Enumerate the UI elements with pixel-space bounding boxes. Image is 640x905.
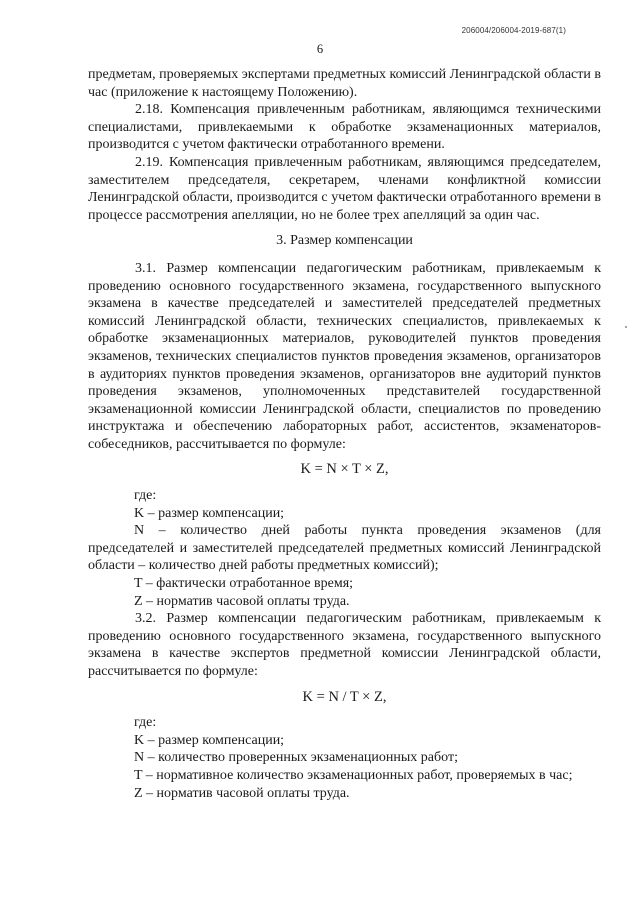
paragraph-3-2: 3.2. Размер компенсации педагогическим работникам, привлекаемым к проведению основного государственного экзамена, государственного выпускного экзамена в качестве экспертов предметной комиссии Ленинградской области, рассчитывается по формуле: <box>88 611 601 679</box>
definition-k-2: K – размер компенсации; <box>134 732 285 748</box>
definition-n-2: N – количество проверенных экзаменационных работ; <box>134 750 458 766</box>
where-label-2: где: <box>134 715 157 731</box>
definition-z-1: Z – норматив часовой оплаты труда. <box>134 593 350 609</box>
definition-n-1: N – количество дней работы пункта проведения экзаменов (для председателей и заместителей председателей предметных комиссий Ленинградской области – количество дней работы предметных комиссий); <box>88 523 601 574</box>
definition-k-1: K – размер компенсации; <box>134 505 285 521</box>
formula-2: K = N / T × Z, <box>302 688 387 705</box>
definition-t-2: T – нормативное количество экзаменационных работ, проверяемых в час; <box>134 767 573 783</box>
formula-1: K = N × T × Z, <box>300 461 389 478</box>
document-id: 206004/206004-2019-687(1) <box>461 26 566 35</box>
scan-mark <box>625 326 627 328</box>
document-body <box>88 66 601 802</box>
paragraph-2-19: 2.19. Компенсация привлеченным работникам, являющимся председателем, заместителем председателя, секретарем, членами конфликтной комиссии Ленинградской области, производится с учетом фактически отработанного времени в процессе рассмотрения апелляции, но не более трех апелляций за один час. <box>88 154 601 223</box>
where-label-1: где: <box>134 488 157 504</box>
definition-z-2: Z – норматив часовой оплаты труда. <box>134 785 350 801</box>
section-title: 3. Размер компенсации <box>276 233 413 249</box>
paragraph-2-18: 2.18. Компенсация привлеченным работникам, являющимся техническими специалистами, привлекаемыми к обработке экзаменационных материалов, производится с учетом фактически отработанного времени. <box>88 102 601 153</box>
paragraph-3-1: 3.1. Размер компенсации педагогическим работникам, привлекаемым к проведению основного государственного экзамена, государственного выпускного экзамена в качестве председателей и заместителей председателей предметных комиссий Ленинградской области, технических специалистов, привлекаемых к обработке экзаменационных материалов, руководителей пунктов проведения экзаменов, технических специалистов пунктов проведения экзаменов, организаторов в аудиториях пунктов проведения экзаменов, организаторов вне аудиторий пунктов проведения экзаменов, уполномоченных представителей государственной экзаменационной комиссии Ленинградской области, специалистов по проведению инструктажа и обеспечению лабораторных работ, ассистентов, экзаменаторов-собеседников, рассчитывается по формуле: <box>88 260 601 452</box>
page-number: 6 <box>316 42 324 56</box>
paragraph-continuation: предметам, проверяемых экспертами предметных комиссий Ленинградской области в час (приложение к настоящему Положению). <box>88 67 601 100</box>
definition-t-1: T – фактически отработанное время; <box>134 576 354 592</box>
